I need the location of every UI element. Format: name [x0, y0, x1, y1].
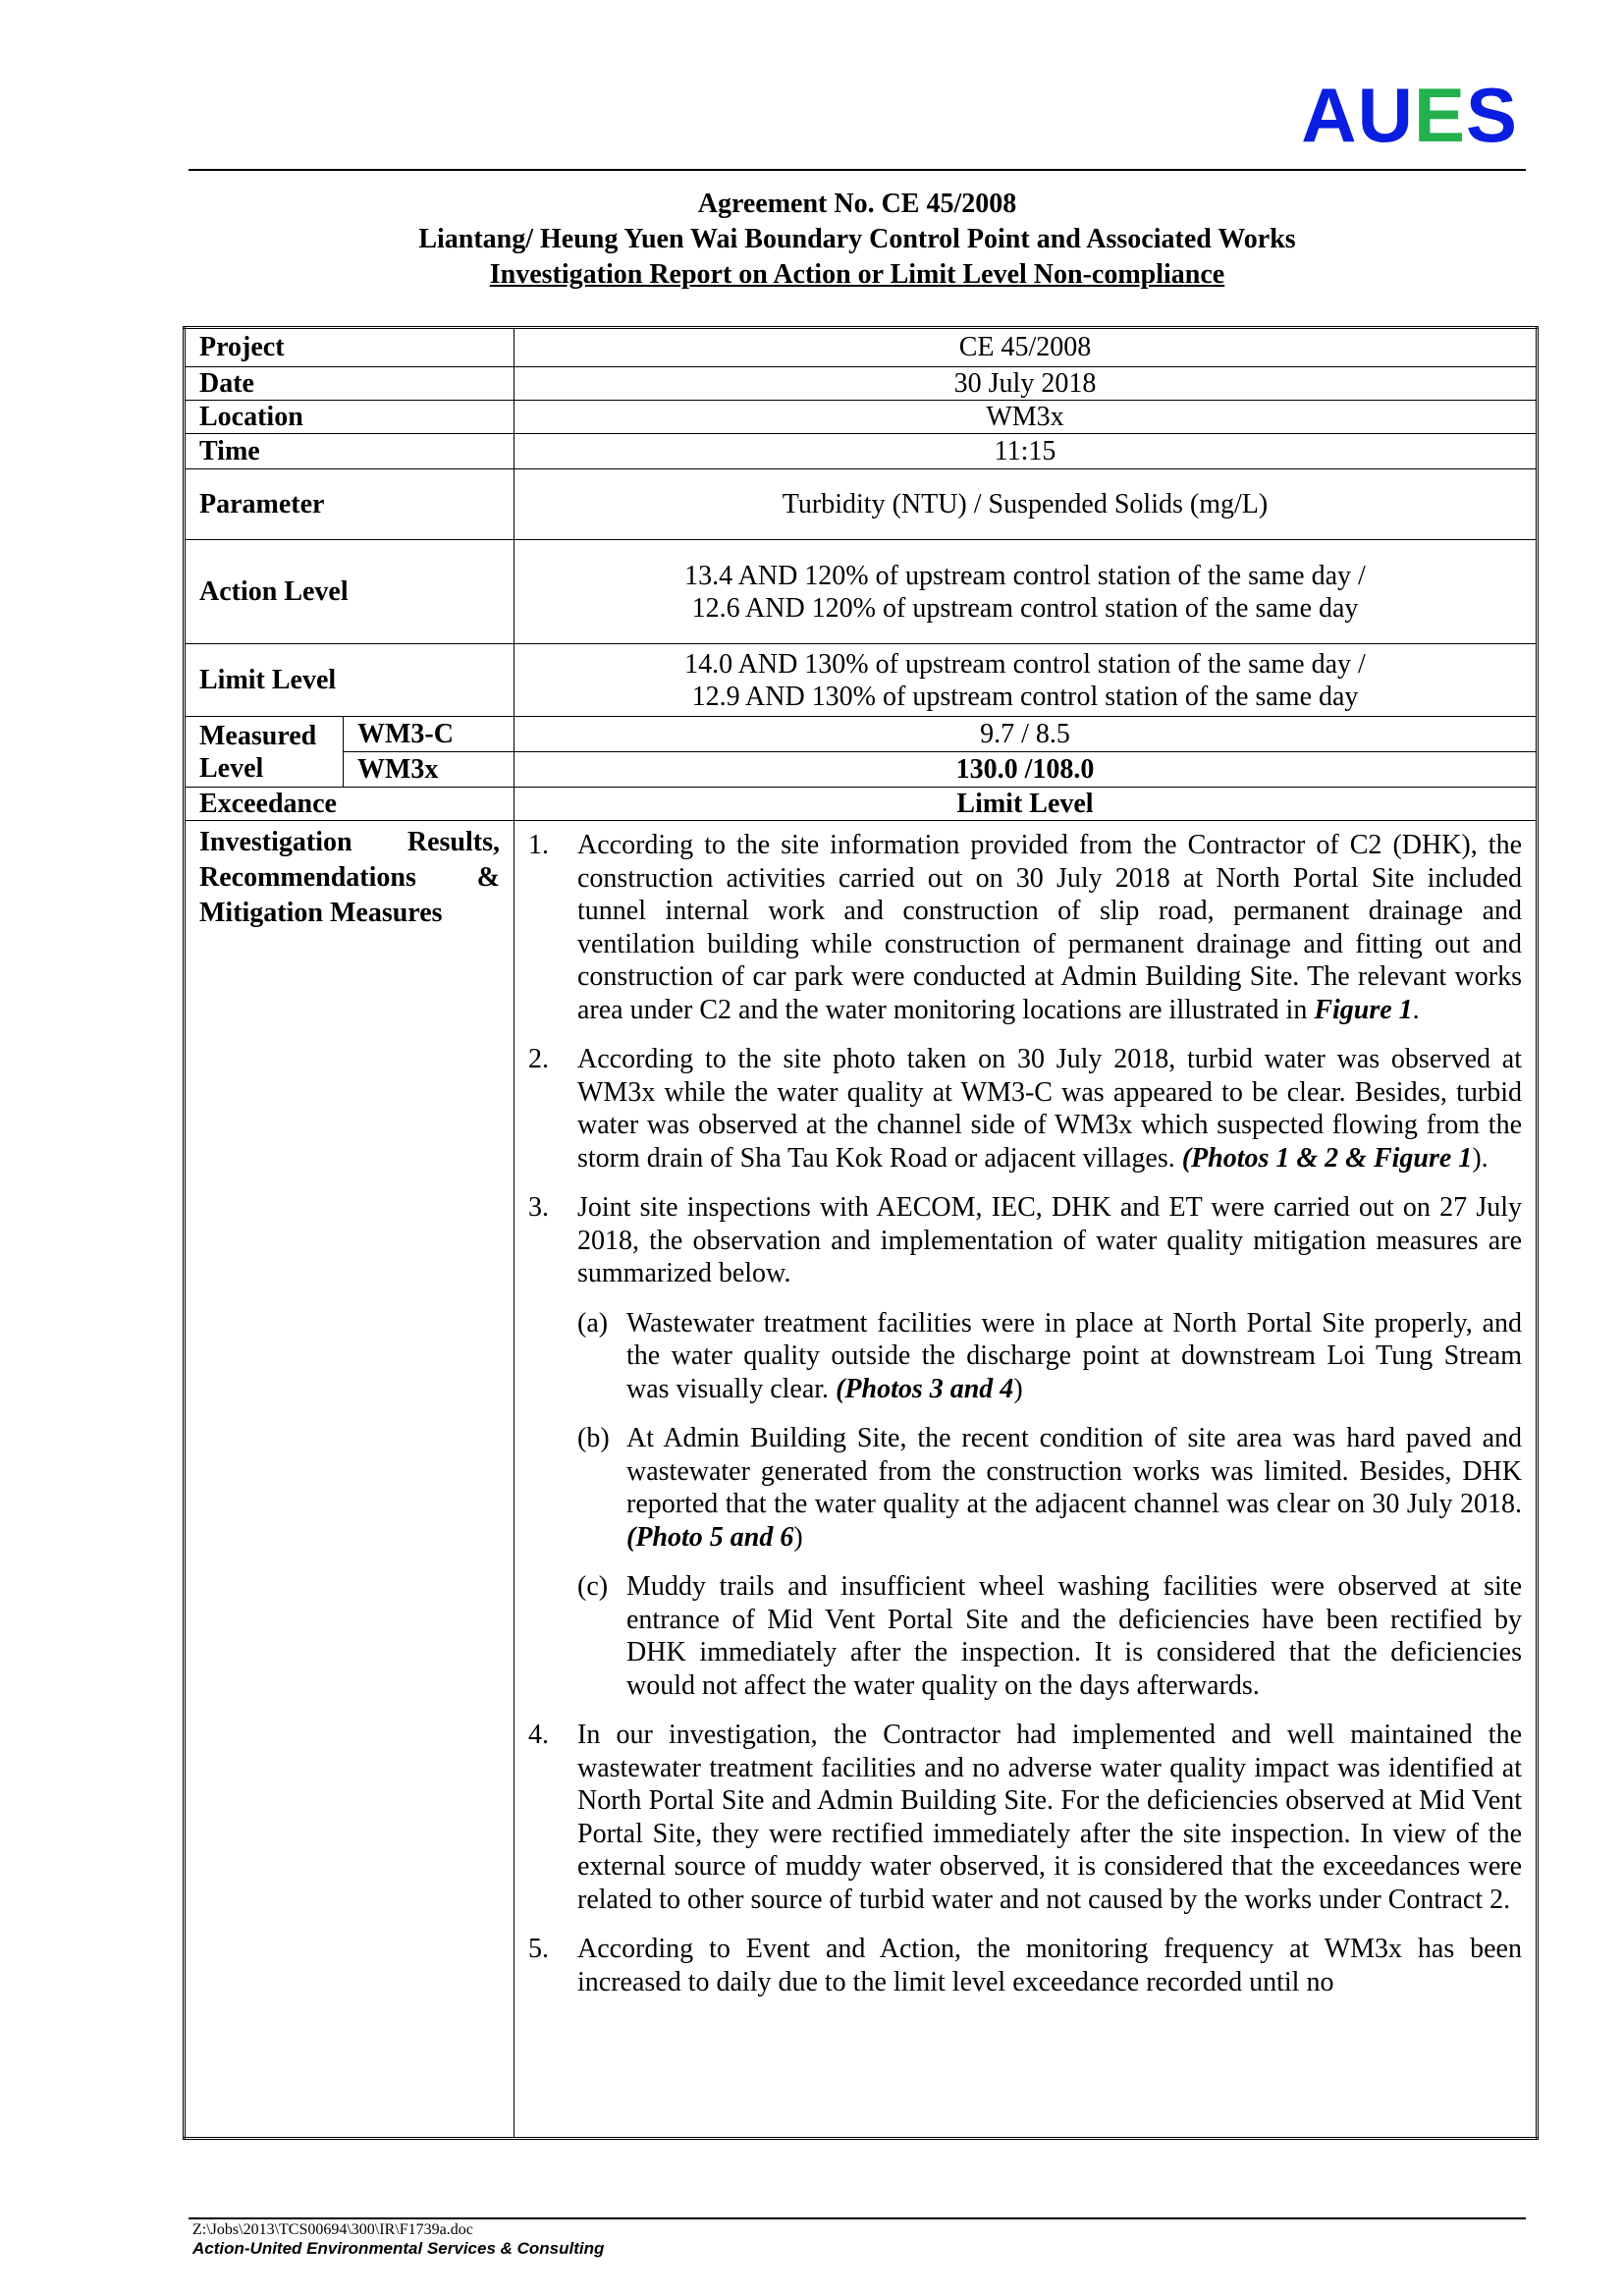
measured-level-label: Measured Level [185, 717, 344, 788]
sublist-item: (b) At Admin Building Site, the recent condition of site area was hard paved and wastewater generated from the construction works was limited. Besides, DHK reported that the water quality at the adjacent channel was clear on 30 July 2018. (Photo 5 and 6) [577, 1423, 1522, 1553]
row-location [185, 401, 1538, 434]
list-item: 5. According to Event and Action, the monitoring frequency at WM3x has been increased to daily due to the limit level exceedance recorded until no [528, 1934, 1522, 1997]
row-exceedance [185, 788, 1538, 821]
parameter-label: Parameter [185, 469, 514, 540]
location-label: Location [185, 401, 514, 434]
location-value: WM3x [514, 401, 1538, 434]
measured-value: 130.0 /108.0 [514, 752, 1538, 788]
sublist-item: (c) Muddy trails and insufficient wheel washing facilities were observed at site entrance of Mid Vent Portal Site and the deficiencies have been rectified by DHK immediately after the inspection. It is considered that the deficiencies would not affect the water quality on the days afterwards. [577, 1571, 1522, 1701]
row-date [185, 367, 1538, 401]
time-value: 11:15 [514, 434, 1538, 469]
investigation-body [514, 821, 1538, 2139]
company-name: Action-United Environmental Services & Consulting [192, 2239, 605, 2258]
time-label: Time [185, 434, 514, 469]
report-title: Investigation Report on Action or Limit Level Non-compliance [489, 259, 1225, 290]
file-path: Z:\Jobs\2013\TCS00694\300\IR\F1739a.doc [192, 2221, 473, 2238]
row-action-level [185, 540, 1538, 644]
row-investigation [185, 821, 1538, 2139]
project-label: Project [185, 328, 514, 367]
aues-logo: AUES [1301, 72, 1518, 158]
investigation-label: Investigation Results, Recommendations & Mitigation Measures [185, 821, 514, 2139]
list-item: 4. In our investigation, the Contractor had implemented and well maintained the wastewater treatment facilities and no adverse water quality impact was identified at North Portal Site and Admin Building Site. For the deficiencies observed at Mid Vent Portal Site, they were rectified immediately after the site inspection. In view of the external source of muddy water observed, it is considered that the exceedances were related to other source of turbid water and not caused by the works under Contract 2. [528, 1720, 1522, 1915]
measured-station: WM3x [344, 752, 514, 788]
row-measured-level-1 [185, 717, 1538, 752]
investigation-table [183, 326, 1539, 2140]
row-measured-level-2 [185, 752, 1538, 788]
row-limit-level [185, 644, 1538, 717]
list-item: 2. According to the site photo taken on 30 July 2018, turbid water was observed at WM3x while the water quality at WM3-C was appeared to be clear. Besides, turbid water was observed at the channel side of WM3x which suspected flowing from the storm drain of Sha Tau Kok Road or adjacent villages. (Photos 1 & 2 & Figure 1). [528, 1044, 1522, 1174]
project-value: CE 45/2008 [514, 328, 1538, 367]
mitigation-sublist [577, 1307, 1522, 1703]
date-label: Date [185, 367, 514, 401]
list-item: 3. Joint site inspections with AECOM, IEC, DHK and ET were carried out on 27 July 2018, the observation and implementation of water quality mitigation measures are summarized below. (a) Wastewater treatment facilities were in place at North Portal Site properly, and the water quality outside the discharge point at downstream Loi Tung Stream was visually clear. (Photos 3 and 4) (b) At Admin Building Site, the recent condition of site area was hard paved and wastewater generated from the construction works was limited. Besides, DHK reported that the water quality at the adjacent channel was clear on 30 July 2018. (Photo 5 and 6) (c) Muddy trails and insufficient wheel washing facilities were observed at site entrance of Mid Vent Portal Site and the deficiencies have been rectified by DHK immediately after the inspection. It is considered that the deficiencies would not affect the water quality on the days afterwards. [528, 1192, 1522, 1701]
project-name: Liantang/ Heung Yuen Wai Boundary Control Point and Associated Works [418, 224, 1296, 254]
footer-rule [189, 2217, 1526, 2219]
row-project [185, 328, 1538, 367]
investigation-list [528, 829, 1522, 1998]
agreement-number: Agreement No. CE 45/2008 [697, 189, 1017, 219]
row-parameter [185, 469, 1538, 540]
limit-level-value: 14.0 AND 130% of upstream control station of the same day / 12.9 AND 130% of upstream control station of the same day [514, 644, 1538, 717]
list-item: 1. According to the site information provided from the Contractor of C2 (DHK), the construction activities carried out on 30 July 2018 at North Portal Site included tunnel internal work and construction of slip road, permanent drainage and ventilation building while construction of permanent drainage and fitting out and construction of car park were conducted at Admin Building Site. The relevant works area under C2 and the water monitoring locations are illustrated in Figure 1. [528, 830, 1522, 1025]
row-time [185, 434, 1538, 469]
exceedance-label: Exceedance [185, 788, 514, 821]
measured-station: WM3-C [344, 717, 514, 752]
header-rule [189, 169, 1526, 171]
parameter-value: Turbidity (NTU) / Suspended Solids (mg/L) [514, 469, 1538, 540]
action-level-label: Action Level [185, 540, 514, 644]
measured-value: 9.7 / 8.5 [514, 717, 1538, 752]
exceedance-value: Limit Level [514, 788, 1538, 821]
sublist-item: (a) Wastewater treatment facilities were in place at North Portal Site properly, and the water quality outside the discharge point at downstream Loi Tung Stream was visually clear. (Photos 3 and 4) [577, 1307, 1522, 1404]
limit-level-label: Limit Level [185, 644, 514, 717]
date-value: 30 July 2018 [514, 367, 1538, 401]
document-header [189, 187, 1526, 293]
action-level-value: 13.4 AND 120% of upstream control station of the same day / 12.6 AND 120% of upstream control station of the same day [514, 540, 1538, 644]
